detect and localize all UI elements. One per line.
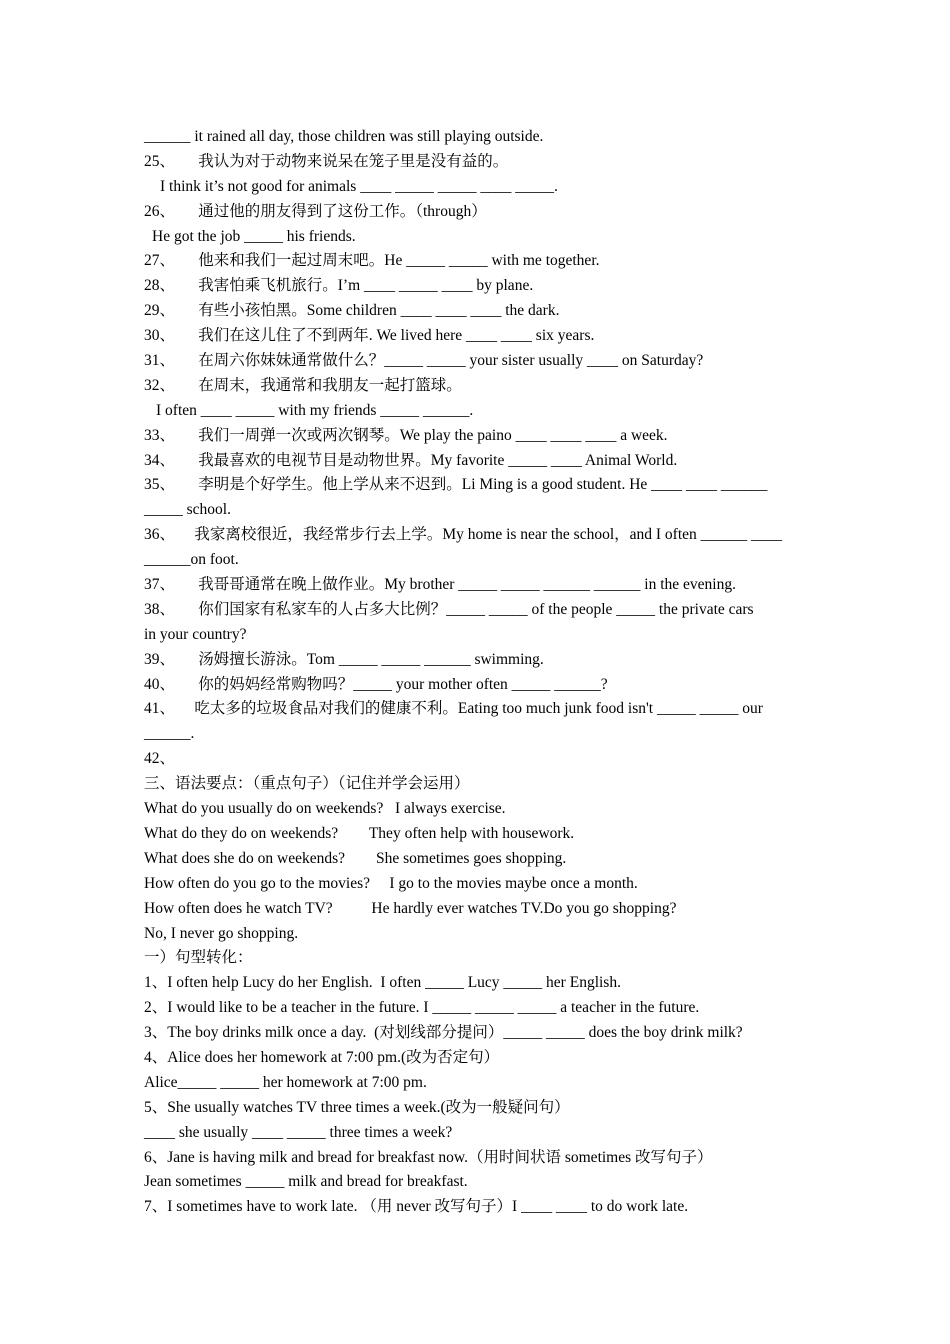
transform-answer-4: Alice_____ _____ her homework at 7:00 pm.	[144, 1073, 427, 1091]
question-39: 39、 汤姆擅长游泳。Tom _____ _____ ______ swimming.	[144, 650, 544, 668]
transform-item-4: 4、Alice does her homework at 7:00 pm.(改为否定句）	[144, 1048, 500, 1066]
question-35: 35、 李明是个好学生。他上学从来不迟到。Li Ming is a good student. He ____ ____ ______	[144, 476, 768, 494]
transform-answer-5: ____ she usually ____ _____ three times a week?	[144, 1123, 453, 1141]
example-sentence: How often do you go to the movies? I go to the movies maybe once a month.	[144, 874, 638, 892]
question-27: 27、 他来和我们一起过周末吧。He _____ _____ with me together.	[144, 252, 600, 270]
question-41-cont: ______.	[144, 725, 195, 743]
question-31: 31、 在周六你妹妹通常做什么？_____ _____ your sister usually ____ on Saturday?	[144, 352, 704, 370]
question-38: 38、 你们国家有私家车的人占多大比例？_____ _____ of the people _____ the private cars	[144, 600, 754, 618]
answer-line-26: He got the job _____ his friends.	[152, 227, 356, 245]
answer-line-32: I often ____ _____ with my friends _____ ______.	[156, 401, 474, 419]
question-41: 41、 吃太多的垃圾食品对我们的健康不利。Eating too much junk food isn't _____ _____ our	[144, 700, 763, 718]
question-37: 37、 我哥哥通常在晚上做作业。My brother _____ _____ ______ ______ in the evening.	[144, 576, 736, 594]
question-29: 29、 有些小孩怕黑。Some children ____ ____ ____ the dark.	[144, 302, 560, 320]
question-35-cont: _____ school.	[144, 501, 231, 519]
subsection-heading: 一）句型转化：	[144, 949, 253, 967]
question-26: 26、 通过他的朋友得到了这份工作。（through）	[144, 202, 487, 220]
example-sentence: What does she do on weekends? She sometimes goes shopping.	[144, 849, 567, 867]
transform-item-5: 5、She usually watches TV three times a week.(改为一般疑问句）	[144, 1098, 570, 1116]
transform-item-3: 3、The boy drinks milk once a day. (对划线部分提问）_____ _____ does the boy drink milk?	[144, 1024, 743, 1042]
answer-line-25: I think it’s not good for animals ____ _____ _____ ____ _____.	[160, 177, 558, 195]
text-line: ______ it rained all day, those children was still playing outside.	[144, 128, 544, 145]
question-38-cont: in your country?	[144, 625, 247, 643]
example-sentence: No, I never go shopping.	[144, 924, 299, 942]
example-sentence: How often does he watch TV? He hardly ever watches TV.Do you go shopping?	[144, 899, 677, 917]
question-34: 34、 我最喜欢的电视节目是动物世界。My favorite _____ ____ Animal World.	[144, 451, 678, 469]
question-30: 30、 我们在这儿住了不到两年. We lived here ____ ____ six years.	[144, 327, 595, 345]
section-heading-grammar: 三、语法要点：（重点句子）（记住并学会运用）	[144, 775, 470, 793]
transform-item-2: 2、I would like to be a teacher in the future. I _____ _____ _____ a teacher in the future.	[144, 999, 700, 1017]
question-28: 28、 我害怕乘飞机旅行。I’m ____ _____ ____ by plane.	[144, 277, 534, 295]
question-36: 36、 我家离校很近，我经常步行去上学。My home is near the school，and I often ______ ____	[144, 526, 783, 544]
transform-item-1: 1、I often help Lucy do her English. I often _____ Lucy _____ her English.	[144, 974, 621, 992]
document-page	[144, 125, 814, 1220]
example-sentence: What do they do on weekends? They often help with housework.	[144, 824, 575, 842]
question-33: 33、 我们一周弹一次或两次钢琴。We play the paino ____ ____ ____ a week.	[144, 426, 668, 444]
question-40: 40、 你的妈妈经常购物吗？_____ your mother often _____ ______?	[144, 675, 608, 693]
transform-item-6: 6、Jane is having milk and bread for breakfast now.（用时间状语 sometimes 改写句子）	[144, 1148, 713, 1166]
question-36-cont: ______on foot.	[144, 551, 239, 569]
question-32: 32、 在周末，我通常和我朋友一起打篮球。	[144, 376, 462, 394]
example-sentence: What do you usually do on weekends? I always exercise.	[144, 800, 506, 818]
transform-answer-6: Jean sometimes _____ milk and bread for breakfast.	[144, 1173, 468, 1191]
question-42: 42、	[144, 750, 176, 768]
question-25: 25、 我认为对于动物来说呆在笼子里是没有益的。	[144, 152, 509, 170]
transform-item-7: 7、I sometimes have to work late. （用 never 改写句子）I ____ ____ to do work late.	[144, 1198, 689, 1216]
